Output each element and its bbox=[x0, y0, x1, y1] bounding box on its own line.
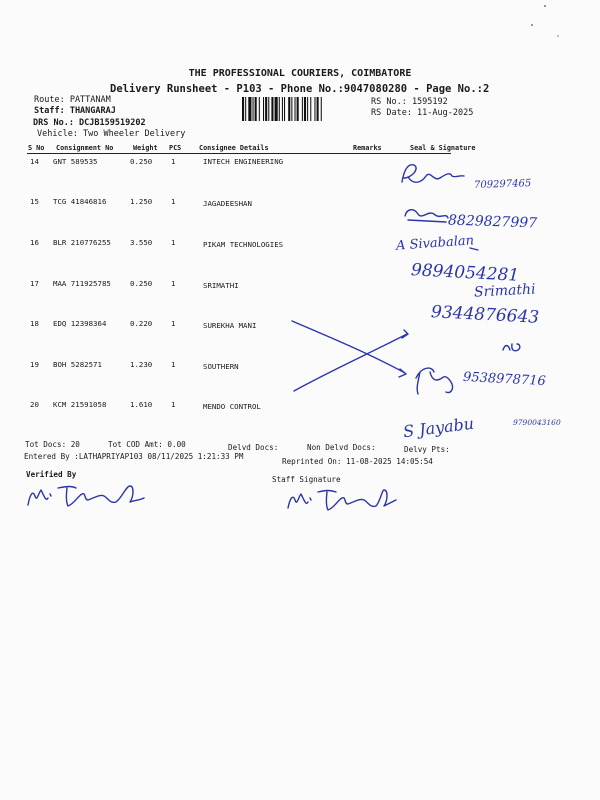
runsheet-title: Delivery Runsheet - P103 - Phone No.:9047080280 - Page No.:2 bbox=[110, 83, 490, 95]
row-weight: 3.550 bbox=[130, 238, 153, 247]
signature-staff bbox=[288, 490, 396, 510]
handwritten-phone-16: 9894054281 bbox=[410, 260, 520, 286]
row-weight: 0.250 bbox=[130, 279, 153, 288]
col-sno: S No bbox=[28, 144, 45, 152]
handwritten-phone-19: 9538978716 bbox=[462, 369, 547, 390]
row-consignment: KCM 21591058 bbox=[53, 400, 107, 409]
speck-mark bbox=[544, 5, 546, 7]
handwritten-phone-14: 709297465 bbox=[473, 178, 532, 191]
verified-by-label: Verified By bbox=[26, 470, 77, 479]
row-pcs: 1 bbox=[171, 319, 176, 328]
row-pcs: 1 bbox=[171, 238, 176, 247]
row-consignment: MAA 711925785 bbox=[53, 279, 111, 288]
row-weight: 0.250 bbox=[130, 157, 153, 166]
row-consignment: BLR 210776255 bbox=[53, 238, 111, 247]
cross-line-1 bbox=[294, 334, 407, 391]
signature-row-16-dash bbox=[470, 248, 478, 250]
row-sno: 14 bbox=[30, 157, 39, 166]
row-sno: 16 bbox=[30, 238, 39, 247]
row-sno: 19 bbox=[30, 360, 39, 369]
signature-row-14 bbox=[402, 165, 464, 183]
staff: Staff: THANGARAJ bbox=[34, 106, 116, 116]
col-consignee: Consignee Details bbox=[199, 144, 269, 152]
handwritten-name-16: A Sivabalan bbox=[395, 233, 475, 254]
col-seal: Seal & Signature bbox=[410, 144, 476, 152]
row-consignment: TCG 41846816 bbox=[53, 197, 107, 206]
row-weight: 1.250 bbox=[130, 197, 153, 206]
entered-by: Entered By :LATHAPRIYAP103 08/11/2025 1:21:33 PM bbox=[24, 452, 244, 461]
row-sno: 20 bbox=[30, 400, 39, 409]
row-consignee: SOUTHERN bbox=[203, 362, 239, 371]
company-name: THE PROFESSIONAL COURIERS, COIMBATORE bbox=[188, 68, 412, 79]
non-delivered-docs: Non Delvd Docs: bbox=[307, 443, 376, 452]
handwritten-phone-20: 9790043160 bbox=[513, 418, 561, 427]
row-sno: 18 bbox=[30, 319, 39, 328]
row-pcs: 1 bbox=[171, 400, 176, 409]
cross-arrow-1 bbox=[402, 330, 408, 338]
row-pcs: 1 bbox=[171, 157, 176, 166]
row-consignee: PIKAM TECHNOLOGIES bbox=[203, 240, 284, 249]
row-consignment: BOH 5282571 bbox=[53, 360, 102, 369]
speck-mark bbox=[557, 35, 559, 37]
vehicle: Vehicle: Two Wheeler Delivery bbox=[37, 129, 186, 139]
row-consignment: EDQ 12398364 bbox=[53, 319, 107, 328]
row-consignee: SRIMATHI bbox=[203, 281, 239, 290]
staff-signature-label: Staff Signature bbox=[272, 475, 341, 484]
row-pcs: 1 bbox=[171, 360, 176, 369]
row-consignee: INTECH ENGINEERING bbox=[203, 157, 284, 166]
col-consignment: Consignment No bbox=[56, 144, 114, 152]
row-consignee: MENDO CONTROL bbox=[203, 402, 261, 411]
col-remarks: Remarks bbox=[353, 144, 382, 152]
row-weight: 1.230 bbox=[130, 360, 153, 369]
signature-row-19 bbox=[416, 368, 453, 394]
rs-date: RS Date: 11-Aug-2025 bbox=[371, 108, 474, 118]
delivered-docs: Delvd Docs: bbox=[228, 443, 279, 452]
total-docs: Tot Docs: 20 bbox=[25, 440, 80, 449]
handwritten-phone-17: 9344876643 bbox=[430, 302, 540, 328]
row-sno: 17 bbox=[30, 279, 39, 288]
col-weight: Weight bbox=[133, 144, 158, 152]
signature-mark-mq bbox=[503, 344, 520, 351]
cross-line-2 bbox=[292, 321, 405, 373]
col-pcs: PCS bbox=[169, 144, 182, 152]
rs-number: RS No.: 1595192 bbox=[371, 97, 448, 107]
delivery-points: Delvy Pts: bbox=[404, 445, 450, 454]
handwritten-phone-15: 8829827997 bbox=[447, 212, 538, 232]
row-pcs: 1 bbox=[171, 279, 176, 288]
row-weight: 1.610 bbox=[130, 400, 153, 409]
total-cod: Tot COD Amt: 0.00 bbox=[108, 440, 186, 449]
route: Route: PATTANAM bbox=[34, 95, 111, 105]
row-consignee: JAGADEESHAN bbox=[203, 199, 252, 208]
row-weight: 0.220 bbox=[130, 319, 153, 328]
signature-row-15 bbox=[405, 210, 448, 222]
signature-verified-by bbox=[28, 486, 144, 506]
handwritten-name-17: Srimathi bbox=[473, 281, 536, 301]
row-consignment: GNT 589535 bbox=[53, 157, 98, 166]
speck-mark bbox=[531, 24, 533, 26]
row-pcs: 1 bbox=[171, 197, 176, 206]
drs-number: DRS No.: DCJB159519202 bbox=[33, 118, 146, 128]
reprinted-on: Reprinted On: 11-08-2025 14:05:54 bbox=[282, 457, 433, 466]
row-sno: 15 bbox=[30, 197, 39, 206]
row-consignee: SUREKHA MANI bbox=[203, 321, 257, 330]
handwritten-name-20: S Jayabu bbox=[402, 413, 476, 442]
